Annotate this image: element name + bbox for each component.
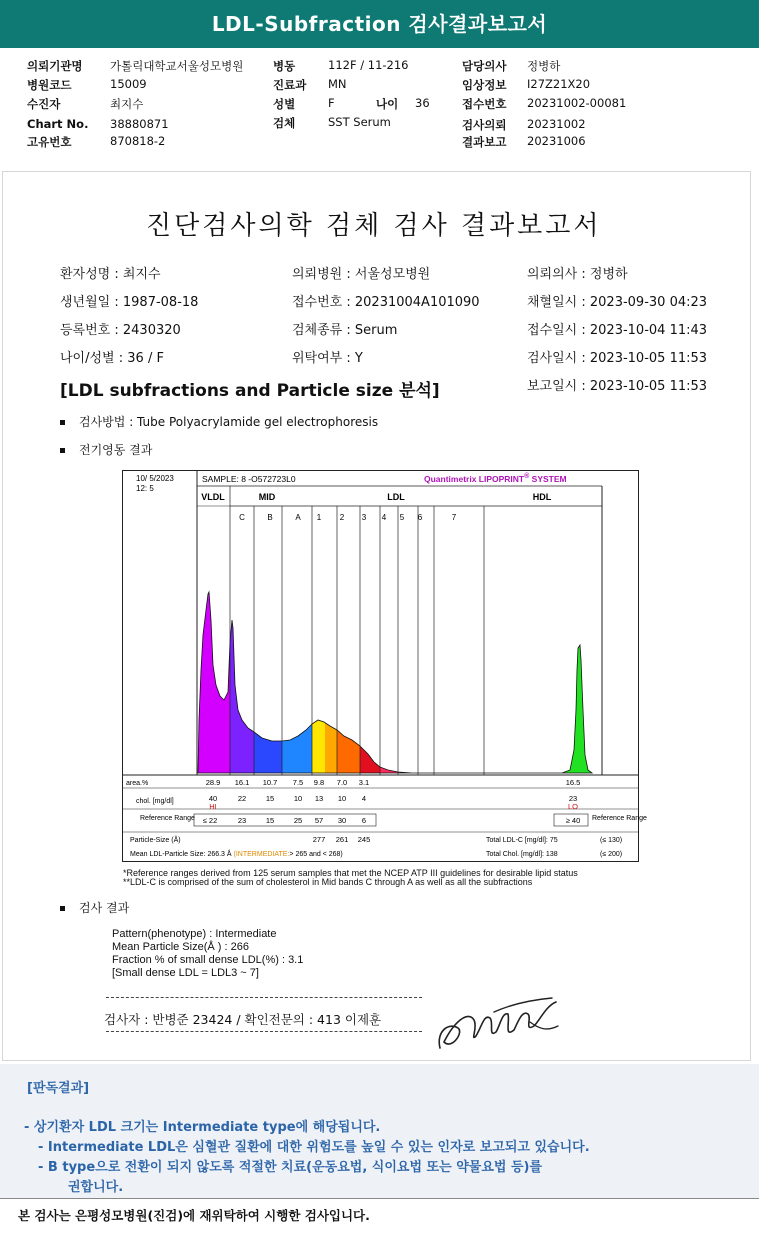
bullet-icon — [60, 906, 65, 911]
chol-label: chol. [mg/dl] — [136, 798, 174, 805]
department-value: MN — [328, 77, 347, 91]
patient-age-sex: 나이/성별 : 36 / F — [60, 351, 164, 366]
area-value: 16.1 — [234, 778, 250, 787]
examinee-value: 최지수 — [110, 97, 144, 111]
ward-label: 병동 — [273, 59, 296, 73]
chol-value: 40 — [208, 794, 218, 803]
ward-value: 112F / 11-216 — [328, 58, 409, 72]
group-label-mid: MID — [258, 492, 276, 502]
area-label: area.% — [126, 780, 149, 787]
hospital-name-value: 가톨릭대학교서울성모병원 — [110, 59, 244, 73]
group-label-hdl: HDL — [532, 492, 552, 502]
band-label-4: 4 — [381, 513, 387, 522]
result-pattern: Pattern(phenotype) : Intermediate — [112, 928, 277, 940]
hospital-code-label: 병원코드 — [27, 78, 72, 92]
chol-value: 13 — [314, 794, 324, 803]
result-small-dense: [Small dense LDL = LDL3 ~ 7] — [112, 967, 259, 979]
chart-date: 10/ 5/2023 — [136, 474, 174, 483]
examinee-label: 수진자 — [27, 97, 61, 111]
area-value: 7.0 — [336, 778, 348, 787]
ref-value: 57 — [314, 816, 324, 825]
total-ldl-ref: (≤ 130) — [600, 837, 623, 844]
chart-no-value: 38880871 — [110, 117, 169, 131]
judgment-title: [판독결과] — [27, 1081, 90, 1096]
receipt-no-value: 20231002-00081 — [527, 96, 627, 110]
electrophoresis-heading: 전기영동 결과 — [60, 441, 152, 458]
hospital-name-label: 의뢰기관명 — [27, 59, 83, 73]
sex-value: F — [328, 96, 335, 110]
band-label-a: A — [295, 513, 301, 522]
handwritten-signature — [434, 992, 562, 1056]
receipt-no-label: 접수번호 — [462, 97, 507, 111]
age-label: 나이 — [376, 97, 399, 111]
total-chol-ref: (≤ 200) — [600, 851, 623, 858]
band-label-c: C — [239, 513, 245, 522]
report-banner-title: LDL-Subfraction 검사결과보고서 — [0, 0, 759, 48]
chart-sample: SAMPLE: 8 -O572723L0 — [202, 474, 296, 484]
psize-value: 261 — [335, 835, 349, 844]
chol-value: 10 — [293, 794, 303, 803]
ref-label: Reference Range — [140, 815, 195, 822]
psize-value: 245 — [357, 835, 371, 844]
group-label-ldl: LDL — [387, 492, 405, 502]
unique-no-value: 870818-2 — [110, 134, 166, 148]
footer-divider — [0, 1198, 759, 1199]
ref-value: 23 — [237, 816, 247, 825]
specimen-label: 검체 — [273, 116, 296, 130]
total-ldl-line: Total LDL-C [mg/dl]: 75 — [486, 837, 558, 844]
chol-value: 4 — [361, 794, 367, 803]
doctor-value: 정병하 — [527, 59, 561, 73]
band-label-7: 7 — [451, 513, 457, 522]
department-label: 진료과 — [273, 78, 307, 92]
hdl-chol-value: 23 — [568, 794, 578, 803]
chart-no-label: Chart No. — [27, 117, 89, 131]
signature-text: 검사자 : 반병준 23424 / 확인전문의 : 413 이제훈 — [104, 1012, 382, 1027]
footer-note: 본 검사는 은평성모병원(진검)에 재위탁하여 시행한 검사입니다. — [18, 1208, 370, 1223]
group-label-vldl: VLDL — [201, 492, 225, 502]
band-label-6: 6 — [417, 513, 423, 522]
doctor-label: 담당의사 — [462, 59, 507, 73]
section-title: [LDL subfractions and Particle size 분석] — [60, 381, 440, 401]
chol-value: 10 — [337, 794, 347, 803]
footnote-2: **LDL-C is comprised of the sum of cholesterol in Mid bands C through A as well as all the subfractions — [123, 877, 533, 887]
hdl-area-value: 16.5 — [565, 778, 581, 787]
chart-brand: Quantimetrix LIPOPRINT® SYSTEM — [424, 473, 567, 484]
chol-value: 22 — [237, 794, 247, 803]
report-date-value: 20231006 — [527, 134, 586, 148]
chart-time: 12: 5 — [136, 484, 154, 493]
result-heading: 검사 결과 — [60, 899, 129, 916]
sex-label: 성별 — [273, 97, 296, 111]
ref-value: 15 — [265, 816, 275, 825]
request-hospital: 의뢰병원 : 서울성모병원 — [292, 267, 431, 282]
area-value: 3.1 — [358, 778, 370, 787]
footnote-1: *Reference ranges derived from 125 serum samples that met the NCEP ATP III guidelines for desirable lipid status — [123, 868, 578, 878]
area-value: 9.8 — [313, 778, 325, 787]
ref-value: 6 — [361, 816, 367, 825]
report-main-title: 진단검사의학 검체 검사 결과보고서 — [146, 211, 602, 241]
patient-name: 환자성명 : 최지수 — [60, 267, 161, 282]
chol-flag-hi: HI — [209, 802, 217, 811]
test-datetime: 검사일시 : 2023-10-05 11:53 — [527, 351, 708, 366]
patient-birth: 생년월일 : 1987-08-18 — [60, 295, 199, 310]
specimen-value: SST Serum — [328, 115, 391, 129]
clinical-info-value: I27Z21X20 — [527, 77, 591, 91]
band-label-5: 5 — [399, 513, 405, 522]
ref-value: 25 — [293, 816, 303, 825]
total-chol-line: Total Chol. [mg/dl]: 138 — [486, 851, 558, 858]
unique-no-label: 고유번호 — [27, 135, 72, 149]
consignment: 위탁여부 : Y — [292, 351, 363, 366]
lipoprint-chart — [122, 470, 647, 862]
request-date-label: 검사의뢰 — [462, 118, 507, 132]
area-value: 7.5 — [292, 778, 304, 787]
result-fraction: Fraction % of small dense LDL(%) : 3.1 — [112, 954, 304, 966]
judgment-line-2: - Intermediate LDL은 심혈관 질환에 대한 위험도를 높일 수 있는 인자로 보고되고 있습니다. — [38, 1140, 590, 1155]
collect-datetime: 채혈일시 : 2023-09-30 04:23 — [527, 295, 708, 310]
judgment-line-1: - 상기환자 LDL 크기는 Intermediate type에 해당됩니다. — [24, 1120, 381, 1135]
bullet-icon — [60, 420, 65, 425]
signature-divider-bottom — [106, 1031, 422, 1032]
signature-divider-top — [106, 997, 422, 998]
age-value: 36 — [415, 96, 430, 110]
specimen-type: 검체종류 : Serum — [292, 323, 398, 338]
method-line: 검사방법 : Tube Polyacrylamide gel electrophoresis — [60, 413, 378, 430]
hospital-code-value: 15009 — [110, 77, 147, 91]
bullet-icon — [60, 448, 65, 453]
band-label-b: B — [267, 513, 273, 522]
request-doctor: 의뢰의사 : 정병하 — [527, 267, 628, 282]
chol-value: 15 — [265, 794, 275, 803]
area-value: 28.9 — [205, 778, 221, 787]
ref-value: 30 — [337, 816, 347, 825]
judgment-line-4: 권합니다. — [68, 1180, 124, 1195]
report-date-label: 결과보고 — [462, 135, 507, 149]
hdl-ref-value: ≥ 40 — [565, 816, 581, 825]
psize-label: Particle-Size (Å) — [130, 837, 181, 844]
band-label-1: 1 — [316, 513, 322, 522]
ref-value: ≤ 22 — [202, 816, 218, 825]
judgment-line-3: - B type으로 전환이 되지 않도록 적절한 치료(운동요법, 식이요법 또는 약물요법 등)를 — [38, 1160, 543, 1175]
psize-value: 277 — [312, 835, 326, 844]
result-mean-size: Mean Particle Size(Å ) : 266 — [112, 941, 249, 953]
band-label-2: 2 — [339, 513, 345, 522]
ref-label-right: Reference Range — [592, 815, 647, 822]
receive-datetime: 접수일시 : 2023-10-04 11:43 — [527, 323, 708, 338]
request-date-value: 20231002 — [527, 117, 586, 131]
clinical-info-label: 임상정보 — [462, 78, 507, 92]
report-datetime: 보고일시 : 2023-10-05 11:53 — [527, 379, 708, 394]
mean-size-line: Mean LDL-Particle Size: 266.3 Å (INTERMEDIATE:> 265 and < 268) — [130, 851, 343, 858]
area-value: 10.7 — [262, 778, 278, 787]
band-label-3: 3 — [361, 513, 367, 522]
hdl-flag-lo: LO — [567, 802, 579, 811]
report-receipt-no: 접수번호 : 20231004A101090 — [292, 295, 480, 310]
patient-reg-no: 등록번호 : 2430320 — [60, 323, 181, 338]
